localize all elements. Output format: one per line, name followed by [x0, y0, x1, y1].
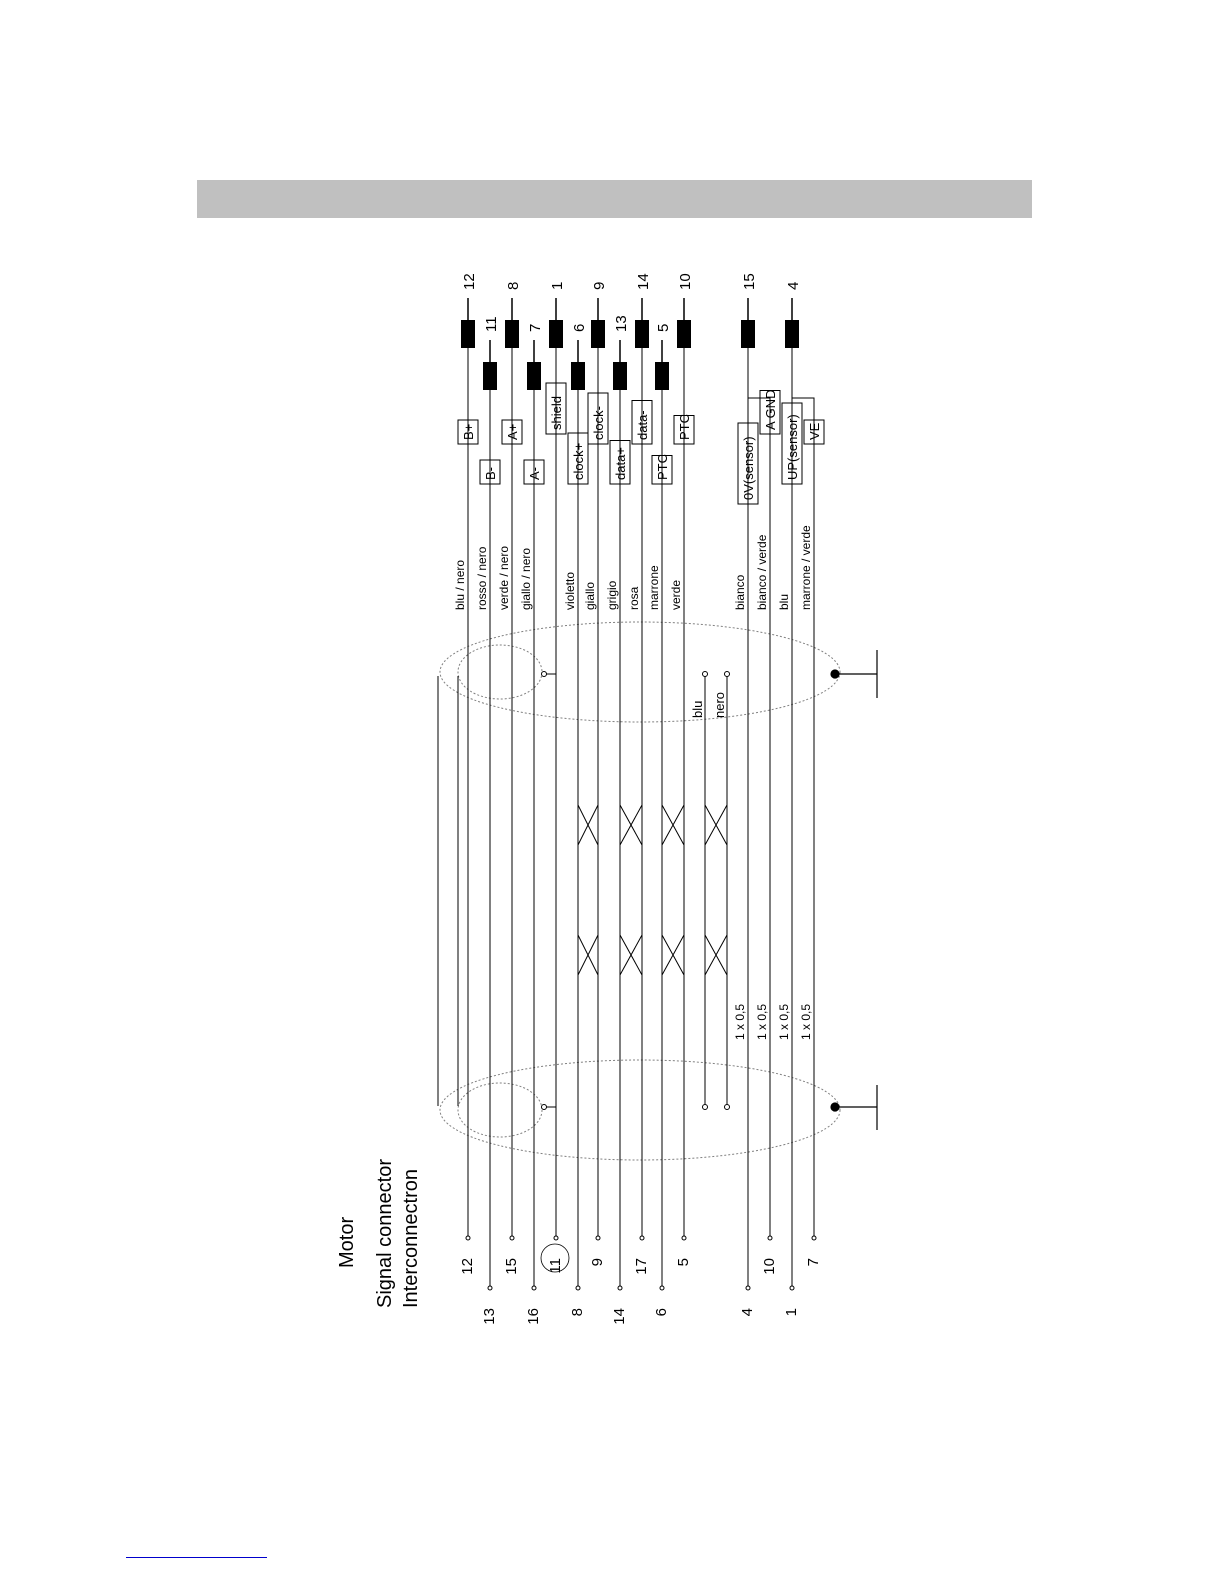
left-pin-terminal — [554, 1236, 558, 1240]
left-pin-number: 5 — [675, 1258, 692, 1267]
left-pin-number: 6 — [653, 1308, 670, 1317]
right-pin-number: 14 — [635, 273, 652, 290]
left-pin-number: 4 — [739, 1308, 756, 1317]
connector-block — [549, 320, 563, 348]
wire-group — [453, 273, 824, 1324]
wire-color-label: verde — [669, 579, 683, 610]
left-pin-terminal — [488, 1286, 492, 1290]
signal-label: data+ — [613, 447, 628, 480]
connector-block — [461, 320, 475, 348]
twist-crossing-3 — [705, 805, 727, 975]
wire-color-label: blu — [777, 593, 791, 610]
left-pin-terminal — [682, 1236, 686, 1240]
twist-crossing-2 — [662, 805, 684, 975]
ground-symbol-bottom — [831, 1085, 877, 1130]
wire-color-label: bianco / verde — [755, 534, 769, 610]
ground-symbol-top — [831, 650, 877, 698]
wire-1 — [475, 316, 500, 1324]
right-pin-number: 1 — [549, 281, 566, 290]
wire-color-label: marrone / verde — [799, 525, 813, 610]
left-pin-number: 14 — [611, 1308, 628, 1325]
wire-color-label: grigio — [605, 580, 619, 610]
signal-label: clock+ — [571, 442, 586, 480]
wire-color-label: rosa — [627, 586, 641, 610]
connector-block — [655, 362, 669, 390]
left-pin-terminal — [510, 1236, 514, 1240]
signal-label: 0V(sensor) — [741, 436, 756, 500]
signal-label: B- — [483, 467, 498, 480]
left-pin-number: 8 — [569, 1308, 586, 1317]
left-pin-terminal — [790, 1286, 794, 1290]
connector-block — [613, 362, 627, 390]
connector-block — [591, 320, 605, 348]
right-pin-number: 9 — [591, 281, 608, 290]
wire-7 — [605, 315, 630, 1324]
left-pin-terminal — [618, 1286, 622, 1290]
signal-label: PTC — [677, 414, 692, 440]
connector-block — [741, 320, 755, 348]
wire-color-label: marrone — [647, 565, 661, 610]
title-line-interconnectron: Interconnectron — [400, 1169, 422, 1308]
wire-3 — [519, 324, 544, 1325]
left-pin-number: 13 — [481, 1308, 498, 1325]
title-line-motor: Motor — [336, 1216, 358, 1268]
signal-label: A- — [527, 467, 542, 480]
wire-color-label: violetto — [563, 571, 577, 610]
connector-block — [505, 320, 519, 348]
wire-8 — [627, 273, 652, 1274]
wire-color-label: giallo / nero — [519, 547, 533, 610]
signal-label: clock- — [591, 406, 606, 440]
right-pin-number: 8 — [505, 281, 522, 290]
wire-5 — [563, 324, 588, 1317]
unused-pair-color-blu: blu — [690, 700, 705, 718]
left-pin-terminal — [532, 1286, 536, 1290]
left-pin-number: 15 — [503, 1258, 520, 1275]
left-pin-terminal — [660, 1286, 664, 1290]
left-pin-terminal — [576, 1286, 580, 1290]
right-pin-number: 11 — [483, 316, 500, 332]
right-pin-number: 7 — [527, 323, 544, 332]
outer-shield — [440, 622, 840, 1160]
diagram-title — [336, 1159, 422, 1308]
wire-color-label: blu / nero — [453, 559, 467, 610]
wire-color-label: verde / nero — [497, 545, 511, 610]
signal-label: A GND — [763, 389, 778, 430]
right-pin-number: 4 — [785, 281, 802, 290]
connector-block — [635, 320, 649, 348]
right-pin-number: 13 — [613, 315, 630, 332]
signal-label: PTC — [655, 454, 670, 480]
signal-label: UP(sensor) — [785, 414, 800, 480]
inner-shield — [458, 645, 542, 1137]
signal-label: A+ — [505, 423, 520, 440]
left-pin-terminal — [640, 1236, 644, 1240]
left-pin-terminal — [746, 1286, 750, 1290]
wire-gauge-label: 1 x 0,5 — [755, 1003, 769, 1040]
wire-11 — [733, 273, 758, 1316]
left-pin-number: 1 — [783, 1308, 800, 1317]
left-pin-number: 17 — [633, 1258, 650, 1275]
unused-pair — [703, 672, 730, 1110]
wire-gauge-label: 1 x 0,5 — [799, 1003, 813, 1040]
left-pin-number: 12 — [459, 1258, 476, 1275]
left-pin-number: 11 — [547, 1258, 564, 1274]
signal-label: VE — [807, 422, 822, 440]
wire-9 — [647, 324, 672, 1317]
left-pin-terminal — [466, 1236, 470, 1240]
wire-6 — [583, 282, 608, 1267]
connector-block — [483, 362, 497, 390]
wire-color-label: giallo — [583, 581, 597, 610]
left-pin-number: 7 — [805, 1258, 822, 1267]
connector-block — [527, 362, 541, 390]
signal-label: data- — [635, 410, 650, 440]
title-line-signal-connector: Signal connector — [374, 1159, 396, 1308]
unused-pair-color-nero: nero — [712, 691, 727, 718]
connector-block — [785, 320, 799, 348]
wire-color-label: bianco — [733, 574, 747, 610]
left-pin-terminal — [768, 1236, 772, 1240]
wire-gauge-label: 1 x 0,5 — [733, 1003, 747, 1040]
wire-0 — [453, 273, 478, 1274]
wire-color-label: rosso / nero — [475, 546, 489, 610]
left-pin-number: 10 — [761, 1258, 778, 1275]
left-pin-number: 9 — [589, 1258, 606, 1267]
signal-label: shield — [549, 396, 564, 430]
right-pin-number: 15 — [741, 273, 758, 290]
twist-crossing-1 — [620, 805, 642, 975]
shield-drain — [542, 430, 557, 1230]
wire-13 — [777, 282, 802, 1317]
right-pin-number: 5 — [655, 323, 672, 332]
wire-10 — [669, 273, 694, 1266]
wire-2 — [497, 282, 522, 1275]
left-pin-terminal — [596, 1236, 600, 1240]
wire-gauge-label: 1 x 0,5 — [777, 1003, 791, 1040]
right-pin-number: 12 — [461, 273, 478, 290]
wire-14 — [792, 398, 824, 1266]
shield-outline — [438, 676, 458, 1106]
wire-4 — [546, 282, 566, 1274]
signal-label: B+ — [461, 423, 476, 440]
connector-block — [677, 320, 691, 348]
connector-block — [571, 362, 585, 390]
right-pin-number: 10 — [677, 273, 694, 290]
right-pin-number: 6 — [571, 323, 588, 332]
twist-crossing-0 — [578, 805, 598, 975]
left-pin-terminal — [812, 1236, 816, 1240]
wire-12 — [748, 390, 780, 1275]
left-pin-number: 16 — [525, 1308, 542, 1325]
